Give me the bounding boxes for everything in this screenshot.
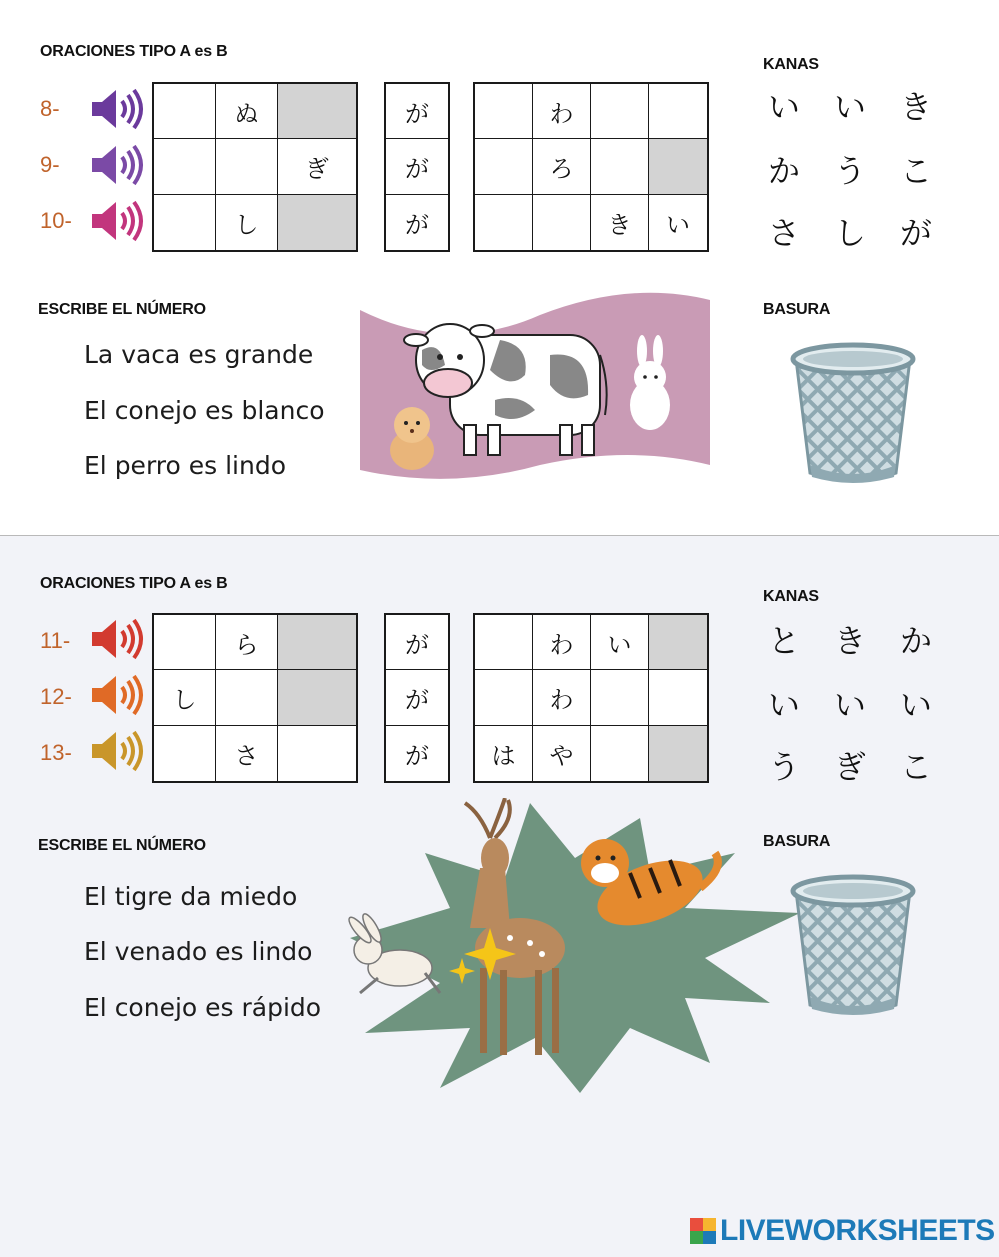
answer-cell[interactable]: わ bbox=[533, 615, 591, 670]
answer-cell[interactable] bbox=[278, 615, 356, 670]
answer-cell[interactable]: い bbox=[591, 615, 649, 670]
speaker-icon[interactable] bbox=[90, 142, 146, 188]
answer-cell[interactable] bbox=[591, 139, 649, 195]
speaker-icon[interactable] bbox=[90, 672, 146, 718]
section-title-numbers: ESCRIBE EL NÚMERO bbox=[38, 837, 206, 854]
row-number: 12- bbox=[40, 684, 72, 709]
answer-cell[interactable] bbox=[475, 195, 533, 250]
kanas-title: KANAS bbox=[763, 56, 819, 73]
answer-cell[interactable]: き bbox=[591, 195, 649, 250]
answer-cell[interactable] bbox=[154, 84, 216, 139]
sentence-item[interactable]: El conejo es rápido bbox=[84, 993, 322, 1022]
answer-cell[interactable] bbox=[154, 139, 216, 195]
sentence-item[interactable]: El tigre da miedo bbox=[84, 882, 298, 911]
kana-tile[interactable]: い bbox=[768, 88, 801, 126]
answer-cell[interactable] bbox=[591, 670, 649, 726]
answer-cell[interactable] bbox=[278, 670, 356, 726]
kana-tile[interactable]: き bbox=[834, 622, 867, 660]
particle-grid bbox=[384, 82, 450, 252]
answer-cell[interactable]: わ bbox=[533, 670, 591, 726]
trash-icon[interactable] bbox=[788, 869, 918, 1019]
logo-mark-icon bbox=[690, 1218, 716, 1244]
row-number: 8- bbox=[40, 96, 60, 121]
speaker-icon[interactable] bbox=[90, 198, 146, 244]
row-number: 10- bbox=[40, 208, 72, 233]
section-title-sentences: ORACIONES TIPO A es B bbox=[40, 43, 228, 60]
answer-cell[interactable] bbox=[154, 726, 216, 781]
answer-cell[interactable] bbox=[216, 139, 278, 195]
kana-tile[interactable]: さ bbox=[768, 214, 801, 252]
answer-cell[interactable] bbox=[475, 84, 533, 139]
trash-title: BASURA bbox=[763, 301, 831, 318]
kanas-title: KANAS bbox=[763, 588, 819, 605]
kana-tile[interactable]: い bbox=[834, 88, 867, 126]
answer-cell[interactable]: ろ bbox=[533, 139, 591, 195]
answer-cell[interactable]: わ bbox=[533, 84, 591, 139]
kana-tile[interactable]: し bbox=[834, 214, 867, 252]
answer-cell[interactable] bbox=[649, 726, 707, 781]
kana-tile[interactable]: き bbox=[900, 88, 933, 126]
kana-tile[interactable]: か bbox=[900, 622, 933, 660]
exercise-panel-2 bbox=[0, 535, 999, 1257]
section-title-numbers: ESCRIBE EL NÚMERO bbox=[38, 301, 206, 318]
wild-animals-illustration bbox=[330, 798, 800, 1098]
answer-cell[interactable] bbox=[278, 84, 356, 139]
particle-cell: が bbox=[386, 84, 448, 139]
answer-cell[interactable] bbox=[649, 84, 707, 139]
speaker-icon[interactable] bbox=[90, 86, 146, 132]
row-number: 13- bbox=[40, 740, 72, 765]
trash-icon[interactable] bbox=[788, 337, 918, 487]
kana-tile[interactable]: か bbox=[768, 152, 801, 190]
kana-tile[interactable]: ぎ bbox=[834, 748, 867, 786]
row-number: 11- bbox=[40, 628, 71, 653]
sentence-item[interactable]: El conejo es blanco bbox=[84, 396, 325, 425]
liveworksheets-logo bbox=[690, 1214, 995, 1248]
answer-cell[interactable] bbox=[649, 615, 707, 670]
particle-grid bbox=[384, 613, 450, 783]
kana-bank bbox=[768, 616, 966, 804]
answer-cell[interactable] bbox=[154, 195, 216, 250]
particle-cell: が bbox=[386, 615, 448, 670]
dog-icon bbox=[390, 407, 434, 470]
answer-cell[interactable] bbox=[649, 670, 707, 726]
kana-tile[interactable]: い bbox=[834, 686, 867, 724]
sentence-item[interactable]: El venado es lindo bbox=[84, 937, 313, 966]
answer-grid-a bbox=[152, 613, 358, 783]
answer-cell[interactable] bbox=[475, 670, 533, 726]
answer-cell[interactable] bbox=[533, 195, 591, 250]
answer-cell[interactable] bbox=[278, 195, 356, 250]
answer-grid-a bbox=[152, 82, 358, 252]
answer-grid-b bbox=[473, 613, 709, 783]
answer-cell[interactable] bbox=[216, 670, 278, 726]
particle-cell: が bbox=[386, 139, 448, 195]
answer-cell[interactable] bbox=[591, 84, 649, 139]
answer-cell[interactable]: い bbox=[649, 195, 707, 250]
farm-animals-illustration bbox=[360, 285, 712, 495]
kana-tile[interactable]: い bbox=[900, 686, 933, 724]
sentence-item[interactable]: La vaca es grande bbox=[84, 340, 314, 369]
answer-cell[interactable] bbox=[475, 139, 533, 195]
answer-grid-b bbox=[473, 82, 709, 252]
answer-cell[interactable] bbox=[278, 726, 356, 781]
answer-cell[interactable]: し bbox=[154, 670, 216, 726]
answer-cell[interactable] bbox=[154, 615, 216, 670]
kana-tile[interactable]: い bbox=[768, 686, 801, 724]
answer-cell[interactable]: や bbox=[533, 726, 591, 781]
kana-tile[interactable]: こ bbox=[900, 152, 933, 190]
speaker-icon[interactable] bbox=[90, 616, 146, 662]
particle-cell: が bbox=[386, 195, 448, 250]
kana-tile[interactable]: と bbox=[768, 622, 801, 660]
answer-cell[interactable] bbox=[649, 139, 707, 195]
answer-cell[interactable] bbox=[475, 615, 533, 670]
exercise-panel-1 bbox=[0, 0, 999, 533]
kana-tile[interactable]: こ bbox=[900, 748, 933, 786]
answer-cell[interactable]: ら bbox=[216, 615, 278, 670]
kana-tile[interactable]: う bbox=[834, 152, 867, 190]
kana-tile[interactable]: う bbox=[768, 748, 801, 786]
kana-bank bbox=[768, 82, 966, 270]
brand-name: LIVEWORKSHEETS bbox=[720, 1214, 995, 1247]
answer-cell[interactable]: ぎ bbox=[278, 139, 356, 195]
answer-cell[interactable]: し bbox=[216, 195, 278, 250]
answer-cell[interactable] bbox=[591, 726, 649, 781]
particle-cell: が bbox=[386, 726, 448, 781]
kana-tile[interactable]: が bbox=[900, 214, 933, 252]
sentence-item[interactable]: El perro es lindo bbox=[84, 451, 287, 480]
particle-cell: が bbox=[386, 670, 448, 726]
answer-cell[interactable]: さ bbox=[216, 726, 278, 781]
trash-title: BASURA bbox=[763, 833, 831, 850]
answer-cell[interactable]: は bbox=[475, 726, 533, 781]
section-title-sentences: ORACIONES TIPO A es B bbox=[40, 575, 228, 592]
row-number: 9- bbox=[40, 152, 60, 177]
speaker-icon[interactable] bbox=[90, 728, 146, 774]
answer-cell[interactable]: ぬ bbox=[216, 84, 278, 139]
